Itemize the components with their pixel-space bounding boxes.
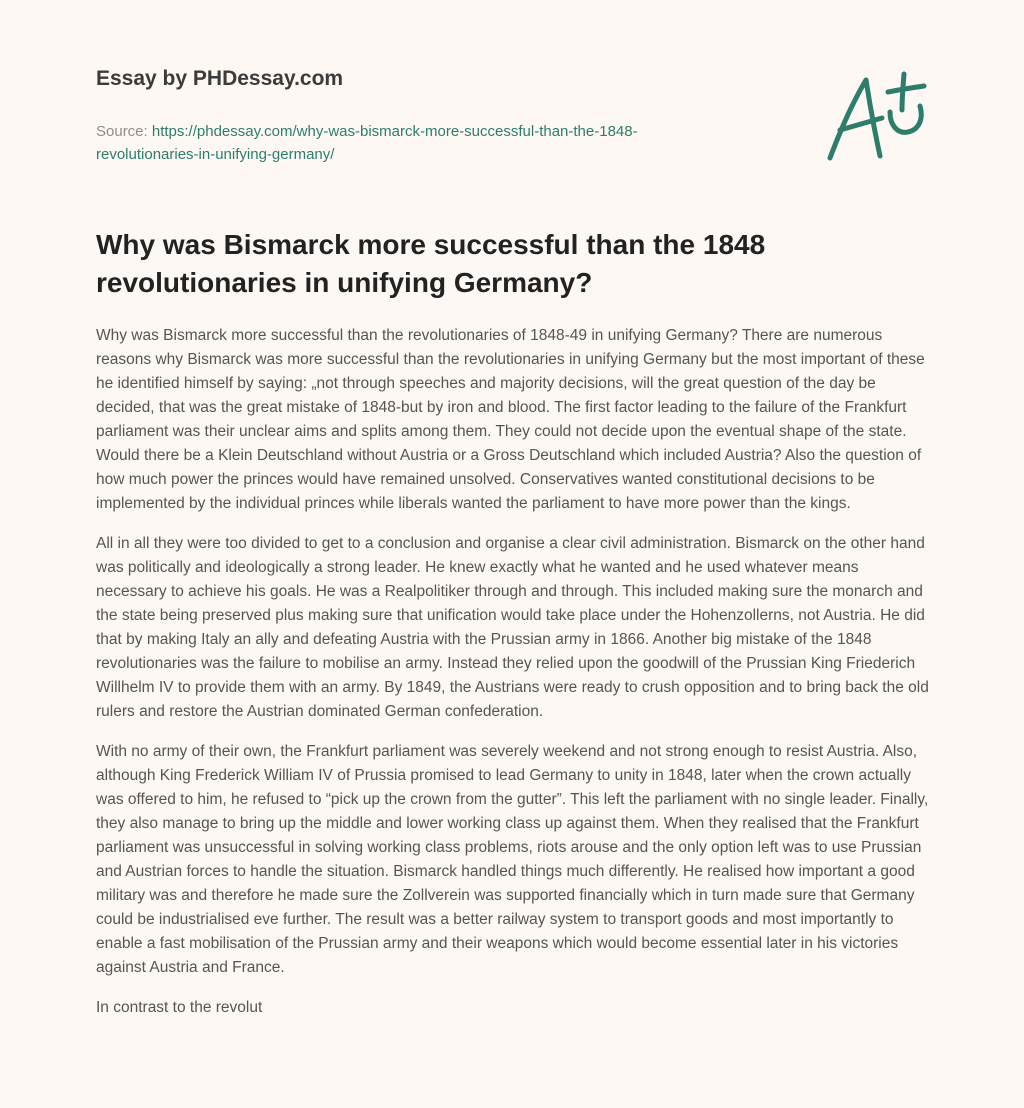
source-label: Source: [96,123,148,140]
source-line [96,120,736,166]
essay-paragraph: With no army of their own, the Frankfurt parliament was severely weekend and not strong enough to resist Austria. Also, although King Frederick William IV of Prussia promised to lead Germany to unity in 1848, later when the crown actually was offered to him, he refused to “pick up the crown from the gutter”. This left the parliament with no single leader. Finally, they also manage to bring up the middle and lower working class up against them. When they realised that the Frankfurt parliament was unsuccessful in solving working class problems, riots arouse and the only option left was to use Prussian and Austrian forces to handle the situation. Bismarck handled things much differently. He realised how important a good military was and therefore he made sure the Zollverein was supported financially which in turn made sure that Germany could be industrialised eve further. The result was a better railway system to transport goods and most importantly to enable a fast mobilisation of the Prussian army and their weapons which would become essential later in his victories against Austria and France. [96,743,929,976]
essay-paragraph: All in all they were too divided to get to a conclusion and organise a clear civil administration. Bismarck on the other hand was politically and ideologically a strong leader. He knew exactly what he wanted and he used whatever means necessary to achieve his goals. He was a Realpolitiker through and through. This included making sure the monarch and the state being preserved plus making sure that unification would take place under the Hohenzollerns, not Austria. He did that by making Italy an ally and defeating Austria with the Prussian army in 1866. Another big mistake of the 1848 revolutionaries was the failure to mobilise an army. Instead they relied upon the goodwill of the Prussian King Friederich Willhelm IV to provide them with an army. By 1849, the Austrians were ready to crush opposition and to bring back the old rulers and restore the Austrian dominated German confederation. [96,535,929,720]
essay-paragraph: Why was Bismarck more successful than the revolutionaries of 1848-49 in unifying Germany? There are numerous reasons why Bismarck was more successful than the revolutionaries in unifying Germany but the most important of these he identified himself by saying: „not through speeches and majority decisions, will the great question of the day be decided, that was the great mistake of 1848-but by iron and blood. The first factor leading to the failure of the Frankfurt parliament was their unclear aims and splits among them. They could not decide upon the eventual shape of the state. Would there be a Klein Deutschland without Austria or a Gross Deutschland which included Austria? Also the question of how much power the princes would have remained unsolved. Conservatives wanted constitutional decisions to be implemented by the individual princes while liberals wanted the parliament to have more power than the kings. [96,327,925,512]
essay-body [96,324,932,1036]
source-link-line1: https://phdessay.com/why-was-bismarck-more-successful-than-the-1848- [151,123,638,140]
essay-title: Why was Bismarck more successful than the 1848 revolutionaries in unifying Germany? [96,229,766,298]
source-link-line2: revolutionaries-in-unifying-germany/ [96,146,335,163]
essay-paragraph: In contrast to the revolut [96,999,263,1016]
essay-header [96,66,736,166]
site-brand: Essay by PHDessay.com [96,67,344,90]
source-link[interactable] [96,123,638,163]
a-plus-logo-icon [820,66,930,166]
